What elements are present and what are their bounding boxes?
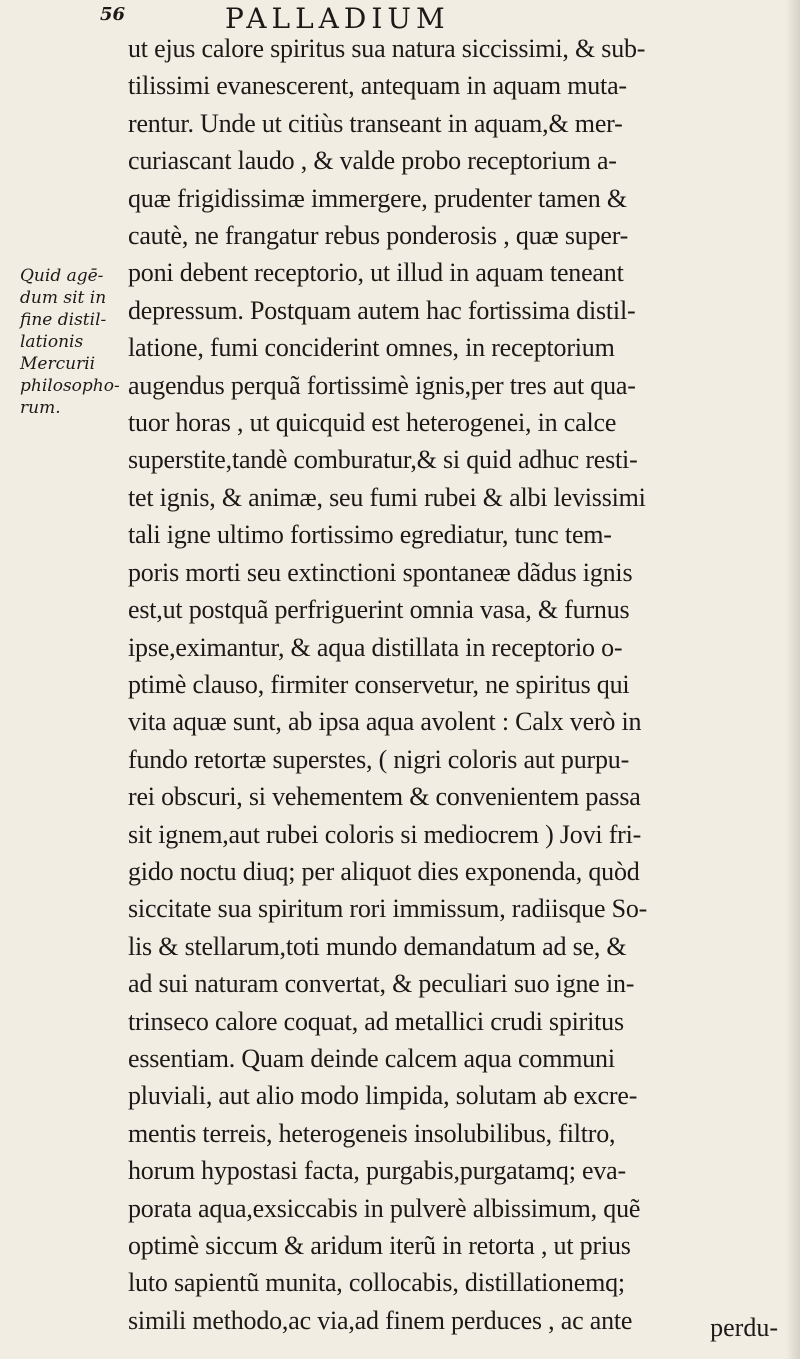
text-line: siccitate sua spiritum rori immissum, radiisque So- [128, 894, 648, 924]
marginal-note [20, 265, 120, 419]
text-line: poris morti seu extinctioni spontaneæ dãdus ignis [128, 557, 633, 587]
text-line: depressum. Postquam autem hac fortissima distil- [128, 295, 636, 325]
text-line: horum hypostasi facta, purgabis,purgatamq; eva- [128, 1156, 626, 1186]
catchword: perdu- [710, 1313, 778, 1342]
marginal-note-line: Mercurii [20, 354, 96, 374]
text-line: tuor horas , ut quicquid est heterogenei, in calce [128, 408, 617, 438]
body-text [128, 30, 788, 1339]
text-line: latione, fumi conciderint omnes, in receptorium [128, 333, 615, 363]
text-line: mentis terreis, heterogeneis insolubilibus, filtro, [128, 1118, 616, 1148]
text-line: rentur. Unde ut citiùs transeant in aquam,& mer- [128, 108, 623, 138]
text-line: superstite,tandè comburatur,& si quid adhuc resti- [128, 445, 638, 475]
text-line: trinseco calore coquat, ad metallici crudi spiritus [128, 1006, 624, 1036]
text-line: ad sui naturam convertat, & peculiari suo igne in- [128, 969, 635, 999]
text-line: optimè siccum & aridum iterũ in retorta , ut prius [128, 1231, 631, 1260]
text-line: ut ejus calore spiritus sua natura siccissimi, & sub- [128, 34, 646, 63]
text-line: fundo retortæ superstes, ( nigri coloris aut purpu- [128, 744, 630, 774]
page-number: 56 [100, 4, 126, 25]
text-line: vita aquæ sunt, ab ipsa aqua avolent : Calx verò in [128, 707, 642, 737]
text-line: rei obscuri, si vehementem & convenientem passa [128, 782, 641, 812]
text-line: cautè, ne frangatur rebus ponderosis , quæ super- [128, 221, 629, 251]
text-line: sit ignem,aut rubei coloris si mediocrem ) Jovi fri- [128, 819, 642, 849]
page-edge-shadow [786, 0, 800, 1359]
text-line: curiascant laudo , & valde probo receptorium a- [128, 146, 617, 176]
marginal-note-line: rum. [20, 398, 61, 418]
text-line: luto sapientũ munita, collocabis, distillationemq; [128, 1268, 625, 1298]
text-line: porata aqua,exsiccabis in pulverè albissimum, quẽ [128, 1193, 641, 1223]
text-line: simili methodo,ac via,ad finem perduces , ac ante [128, 1305, 633, 1335]
marginal-note-line: Quid agē- [20, 266, 104, 286]
text-line: quæ frigidissimæ immergere, prudenter tamen & [128, 183, 627, 213]
running-title: PALLADIUM [225, 2, 450, 35]
marginal-note-line: dum sit in [20, 288, 107, 308]
marginal-note-line: philosopho- [20, 376, 120, 396]
text-line: pluviali, aut alio modo limpida, solutam ab excre- [128, 1081, 638, 1111]
text-line: ptimè clauso, firmiter conservetur, ne spiritus qui [128, 669, 630, 699]
text-line: gido noctu diuq; per aliquot dies exponenda, quòd [128, 856, 640, 886]
marginal-note-line: fine distil- [20, 310, 107, 330]
text-line: augendus perquã fortissimè ignis,per tres aut qua- [128, 370, 636, 400]
text-line: tali igne ultimo fortissimo egrediatur, tunc tem- [128, 520, 612, 550]
text-line: ipse,eximantur, & aqua distillata in receptorio o- [128, 632, 623, 662]
text-line: tet ignis, & animæ, seu fumi rubei & albi levissimi [128, 482, 646, 512]
text-line: tilissimi evanescerent, antequam in aquam muta- [128, 71, 627, 101]
text-line: lis & stellarum,toti mundo demandatum ad se, & [128, 931, 627, 961]
text-line: est,ut postquã perfriguerint omnia vasa, & furnus [128, 595, 630, 625]
marginal-note-line: lationis [20, 332, 84, 352]
text-line: essentiam. Quam deinde calcem aqua communi [128, 1043, 615, 1073]
text-line: poni debent receptorio, ut illud in aquam teneant [128, 258, 624, 288]
